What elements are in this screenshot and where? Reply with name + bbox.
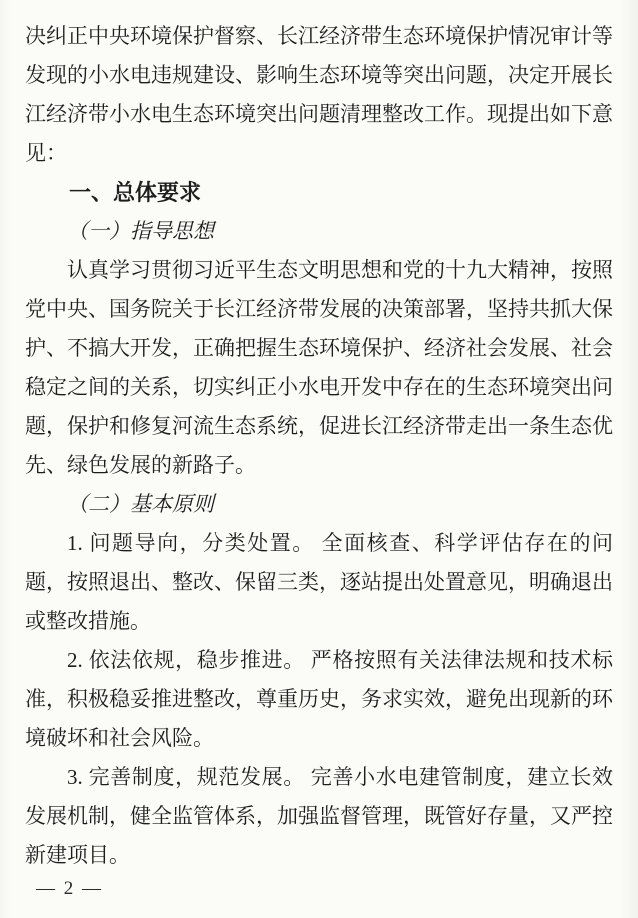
subsection-heading-guiding-ideology: （一）指导思想 xyxy=(67,219,214,243)
numbered-item-3: 3. 完善制度，规范发展。 完善小水电建管制度，建立长效发展机制，健全监管体系，加强监督管理，既管好存量，又严控新建项目。 xyxy=(25,765,613,867)
body-paragraph: 认真学习贯彻习近平生态文明思想和党的十九大精神，按照党中央、国务院关于长江经济带发展的决策部署，坚持共抓大保护、不搞大开发，正确把握生态环境保护、经济社会发展、社会稳定之间的关系，切实纠正小水电开发中存在的生态环境突出问题，保护和修复河流生态系统，促进长江经济带走出一条生态优先、绿色发展的新路子。 xyxy=(25,258,613,477)
subsection-heading-basic-principles: （二）基本原则 xyxy=(67,492,214,516)
numbered-item-1: 1. 问题导向，分类处置。 全面核查、科学评估存在的问题，按照退出、整改、保留三类，逐站提出处置意见，明确退出或整改措施。 xyxy=(25,531,613,633)
document-body xyxy=(25,17,613,875)
section-heading: 一、总体要求 xyxy=(69,180,202,205)
page-number: — 2 — xyxy=(36,878,103,899)
numbered-item-2: 2. 依法依规，稳步推进。 严格按照有关法律法规和技术标准，积极稳妥推进整改，尊重历史，务求实效，避免出现新的环境破坏和社会风险。 xyxy=(25,648,613,750)
body-paragraph-continuation: 决纠正中央环境保护督察、长江经济带生态环境保护情况审计等发现的小水电违规建设、影响生态环境等突出问题，决定开展长江经济带小水电生态环境突出问题清理整改工作。现提出如下意见： xyxy=(25,24,613,165)
